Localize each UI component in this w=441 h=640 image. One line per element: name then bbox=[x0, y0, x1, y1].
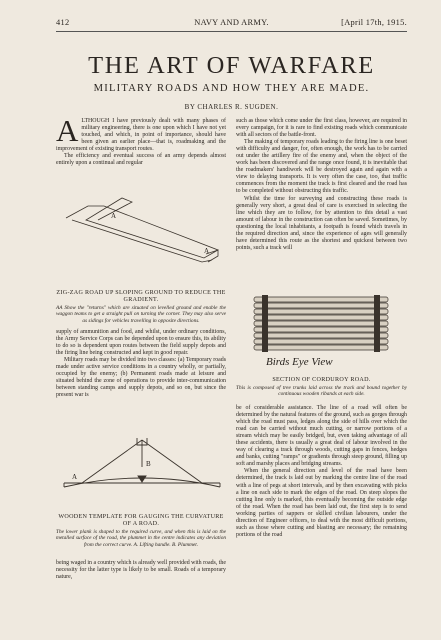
article-subtitle: MILITARY ROADS AND HOW THEY ARE MADE. bbox=[93, 83, 370, 94]
zigzag-road-figure bbox=[58, 192, 226, 277]
fig3-caption-title: SECTION OF CORDUROY ROAD. bbox=[272, 377, 371, 383]
template-drawing bbox=[64, 438, 220, 487]
fig1-caption-text: AA Show the "returns" which are situated on levelled ground and enable the waggon teams to get a straight pull on turning the corner. They may also serve as sidings for vehicles travelling in opposite directions. bbox=[56, 305, 226, 324]
paragraph: The making of temporary roads leading to the firing line is one beset with difficulty and danger, for, often enough, the work has to be carried out under the artillery fire of the enemy and, when the object of the work has been discovered and the range once found, it is inevitable that the roadmakers' handiwork will be destroyed again and again with a view to delaying transports. It is very often the case, too, that traffic commences from the moment the track is first cleared and the road has to be completed without obstructing this traffic. bbox=[236, 139, 407, 195]
fig2-caption-title: WOODEN TEMPLATE FOR GAUGING THE CURVATURE OF A ROAD. bbox=[58, 514, 224, 527]
issue-date: [April 17th, 1915. bbox=[341, 18, 407, 27]
fig2-caption bbox=[56, 514, 226, 548]
zigzag-road-drawing bbox=[66, 198, 218, 262]
fig3-caption-text: This is composed of tree trunks laid across the track and bound together by continuous wooden ribands at each side. bbox=[236, 385, 407, 398]
left-column-bottom bbox=[56, 560, 226, 581]
header-rule bbox=[56, 31, 407, 32]
drop-cap: A bbox=[56, 113, 79, 148]
article-byline: BY CHARLES R. SUGDEN. bbox=[184, 103, 279, 111]
birds-eye-view-label: Birds Eye View bbox=[266, 356, 333, 368]
paragraph: be of considerable assistance. The line of a road will often be determined by the natural features of the ground, such as gorges through which the road must pass, ledges along the side of hills over which the road can be carried without much cutting, or narrow portions of a stream which may be easily bridged, but, even taking advantage of all these accidents, there is usually a great deal of labour involved in the way of clearing a track through woods, cutting gaps in fences, hedges and banks, cutting "ramps" or gradients through steep ground, filling up soft and marshy places and bridging streams. bbox=[236, 405, 407, 468]
road-template-figure bbox=[58, 436, 226, 504]
fig2-label-a: A bbox=[72, 473, 78, 481]
fig2-label-b: B bbox=[146, 460, 151, 468]
paragraph: Military roads may be divided into two classes: (a) Temporary roads made under active service conditions in a country wholly, or partially, occupied by the enemy; (b) Permanent roads made at leisure and situated behind the zone of operations to provide inter-communication between standing camps and supply depots, and so on, but since the present war is bbox=[56, 357, 226, 399]
fig1-label-a: A bbox=[111, 212, 117, 220]
paragraph: When the general direction and level of the road have been determined, the track is laid out by marking the centre line of the road with a line of pegs at short intervals, and by then excavating with picks a line on each side to mark the edges of the road. On steep slopes the cutting line only is marked, this eventually becoming the outside edge of the road. When the road has been laid out, the first step is to send working parties of sappers or skilled civilian labourers, under the direction of Engineer officers, to deal with the most difficult portions, such as those where cutting and blasting are necessary; the remaining portions of the road bbox=[236, 468, 407, 538]
article-title: THE ART OF WARFARE bbox=[88, 52, 375, 79]
fig2-caption-text: The lower plank is shaped to the required curve, and when this is laid on the metalled surface of the road, the plummet in the centre indicates any deviation from the correct curve. A. Lifting handle. B. Plummet. bbox=[56, 529, 226, 548]
paragraph: being waged in a country which is already well provided with roads, the necessity for the latter type is likely to be small. Roads of a temporary nature, bbox=[56, 560, 226, 581]
paragraph: such as those which come under the first class, however, are required in every campaign, for it is rare to find existing roads which communicate with all sectors of the battle-front. bbox=[236, 118, 407, 139]
magazine-title: NAVY AND ARMY. bbox=[194, 18, 269, 27]
left-column-middle bbox=[56, 329, 226, 399]
right-column-top bbox=[236, 118, 407, 252]
paragraph: The efficiency and eventual success of an army depends almost entirely upon a continual and regular bbox=[56, 153, 226, 167]
left-column-top bbox=[56, 113, 226, 167]
right-column-bottom bbox=[236, 405, 407, 539]
fig1-caption bbox=[56, 290, 226, 324]
paragraph: supply of ammunition and food, and whilst, under ordinary conditions, the Army Service Corps can be depended upon to ensure this, its ability to do so is dependent upon routes between the field supply depots and the firing line being constructed and kept in good repair. bbox=[56, 329, 226, 357]
fig1-label-a: A bbox=[204, 247, 210, 255]
corduroy-road-figure bbox=[246, 293, 396, 371]
running-header bbox=[56, 18, 407, 30]
paragraph: LTHOUGH I have previously dealt with many phases of military engineering, there is one upon which I have not yet touched, and which, in point of importance, should have been given an earlier place—that is, roadmaking and the improvement of existing transport routes. bbox=[56, 118, 226, 153]
corduroy-logs bbox=[254, 297, 388, 350]
fig1-caption-title: ZIG-ZAG ROAD UP SLOPING GROUND TO REDUCE THE GRADIENT. bbox=[56, 290, 226, 303]
paragraph: Whilst the time for surveying and constructing these roads is generally very short, a great deal of care is exercised in selecting the line which they are to follow, for by attention to this detail a vast amount of labour in the construction can often be saved. Sometimes, by questioning the local inhabitants, a footpath is found which travels in the required direction and, since the experience of ages will generally have determined this route as the shortest and quickest between two points, such a track will bbox=[236, 195, 407, 251]
page-number: 412 bbox=[56, 18, 70, 27]
fig3-caption bbox=[236, 377, 407, 398]
